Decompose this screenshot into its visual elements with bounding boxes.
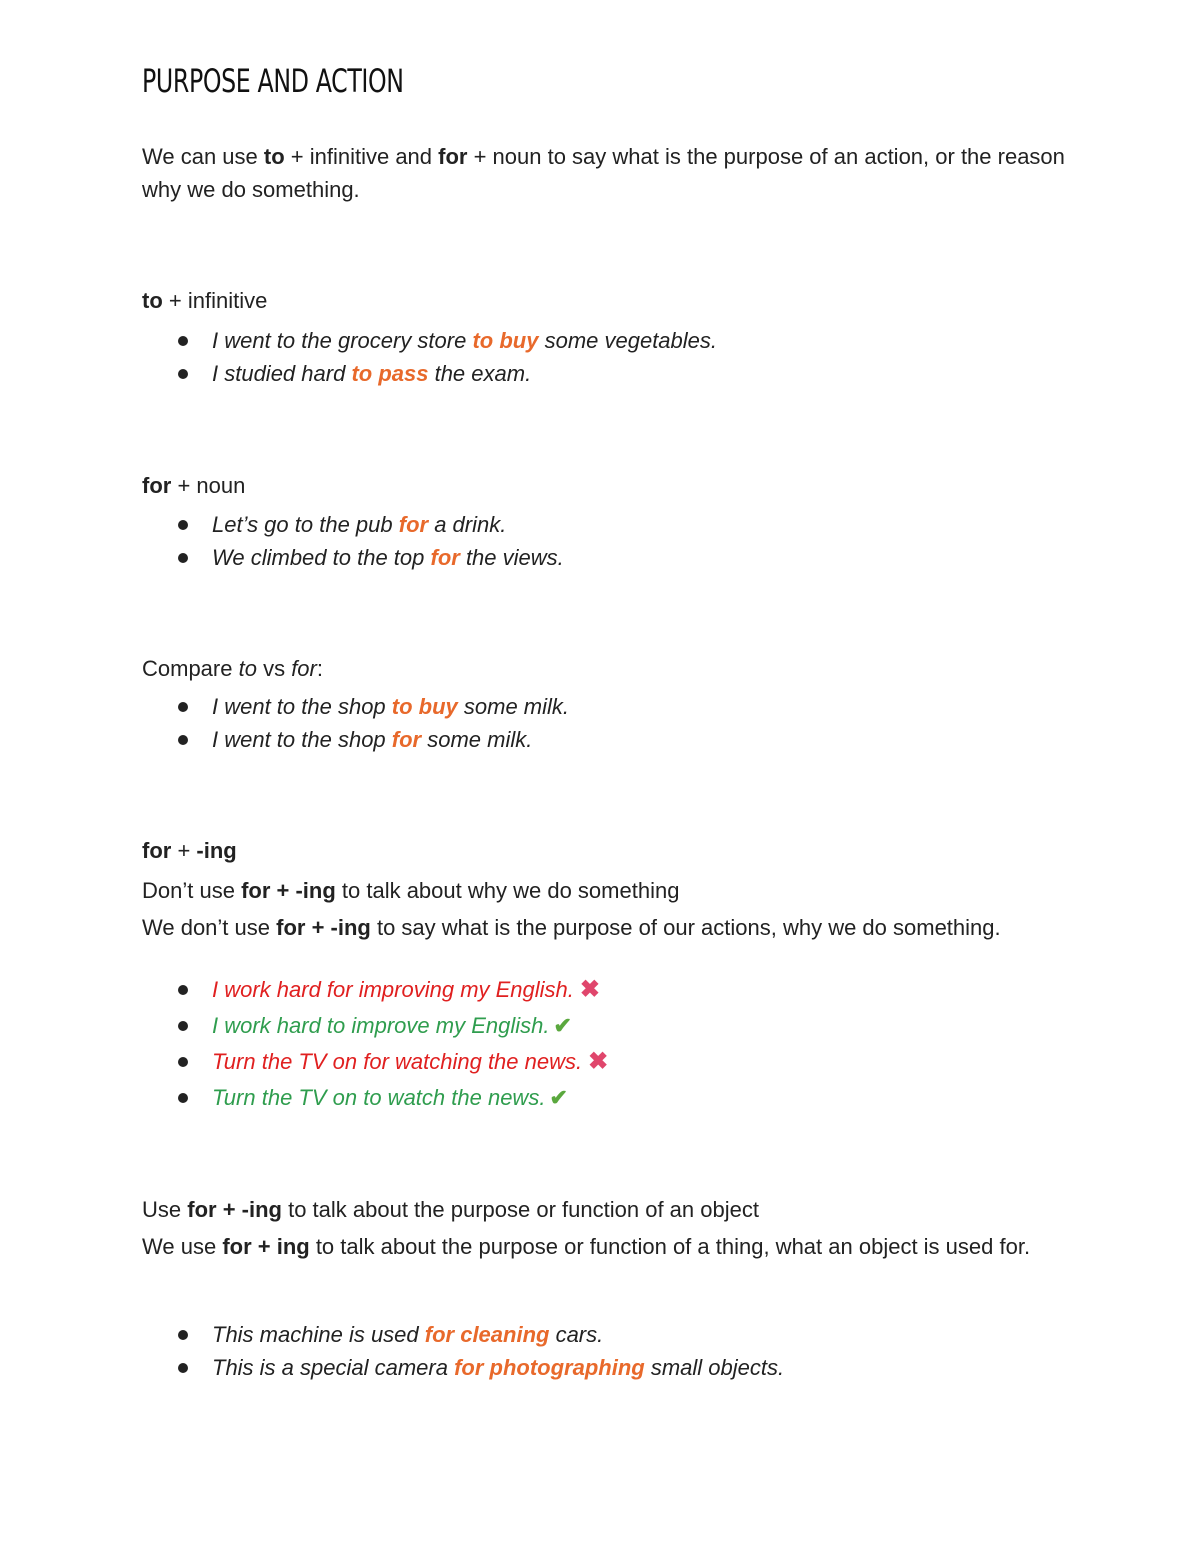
heading-text: + noun	[171, 473, 246, 498]
item-text: I went to the shop	[212, 727, 392, 752]
item-text: small objects.	[644, 1355, 785, 1380]
bullet-icon	[178, 1093, 188, 1103]
list-item	[142, 1318, 784, 1351]
item-text: I work hard for improving my English.	[212, 977, 574, 1002]
section-compare-heading	[142, 656, 323, 682]
item-text: some milk.	[421, 727, 533, 752]
item-highlight: for	[398, 512, 429, 537]
line-text: We use	[142, 1234, 223, 1259]
list-item-right	[142, 1080, 608, 1116]
intro-text: + infinitive and	[284, 144, 439, 169]
item-text: I work hard to improve my English.	[212, 1013, 550, 1038]
item-text: I studied hard	[212, 361, 352, 386]
heading-text: :	[316, 656, 323, 681]
heading-italic: to	[238, 656, 257, 681]
list-item-wrong	[142, 1044, 608, 1080]
bullet-icon	[178, 520, 188, 530]
item-highlight: to buy	[472, 328, 539, 353]
heading-italic: for	[291, 656, 317, 681]
item-highlight: for	[430, 545, 460, 570]
list-item	[142, 723, 569, 756]
line-bold: for + ing	[222, 1234, 310, 1259]
list-item	[142, 541, 564, 574]
heading-text: + infinitive	[162, 288, 268, 313]
heading-bold: to	[142, 288, 163, 313]
item-text: Turn the TV on for watching the news.	[212, 1049, 583, 1074]
cross-icon: ✖	[588, 1048, 609, 1075]
line-text: Use	[142, 1197, 188, 1222]
list-item-right	[142, 1008, 608, 1044]
bullet-icon	[178, 1363, 188, 1373]
bullet-icon	[178, 369, 188, 379]
line-text: We don’t use	[142, 915, 277, 940]
bullet-icon	[178, 735, 188, 745]
list-item	[142, 357, 717, 390]
heading-bold: for	[142, 473, 172, 498]
section-to-list	[142, 324, 717, 390]
section-compare-list	[142, 690, 569, 756]
heading-bold: -ing	[196, 838, 237, 863]
line-text: to say what is the purpose of our actions, why we do something.	[370, 915, 1001, 940]
item-text: We climbed to the top	[212, 545, 431, 570]
list-item	[142, 1351, 784, 1384]
heading-bold: for	[142, 838, 172, 863]
line-bold: for + -ing	[241, 878, 336, 903]
item-text: a drink.	[428, 512, 507, 537]
bullet-icon	[178, 1021, 188, 1031]
line-bold: for + -ing	[276, 915, 371, 940]
line-text: to talk about the purpose or function of a thing, what an object is used for.	[309, 1234, 1031, 1259]
cross-icon: ✖	[579, 976, 601, 1003]
bullet-icon	[178, 1330, 188, 1340]
list-item	[142, 508, 564, 541]
heading-text: +	[171, 838, 197, 863]
list-item	[142, 690, 569, 723]
line-text: to talk about the purpose or function of an object	[281, 1197, 759, 1222]
list-item	[142, 324, 717, 357]
item-text: some vegetables.	[538, 328, 718, 353]
section-object-line2	[142, 1230, 1072, 1263]
section-ing-heading	[142, 838, 237, 864]
section-ing-line2	[142, 915, 1001, 941]
item-text: This machine is used	[212, 1322, 425, 1347]
item-highlight: to pass	[351, 361, 429, 386]
item-text: some milk.	[457, 694, 570, 719]
line-bold: for + -ing	[187, 1197, 282, 1222]
item-text: cars.	[549, 1322, 604, 1347]
item-highlight: for	[391, 727, 422, 752]
item-highlight: for cleaning	[424, 1322, 550, 1347]
bullet-icon	[178, 336, 188, 346]
intro-for: for	[438, 144, 468, 169]
item-text: Turn the TV on to watch the news.	[212, 1085, 546, 1110]
list-item-wrong	[142, 972, 608, 1008]
heading-text: vs	[256, 656, 292, 681]
bullet-icon	[178, 702, 188, 712]
bullet-icon	[178, 985, 188, 995]
intro-to: to	[263, 144, 285, 169]
intro-text: + noun to say what is the purpose of an action, or the reason why we do something.	[142, 144, 1065, 202]
intro-paragraph	[142, 140, 1072, 206]
section-ing-line1	[142, 878, 679, 904]
bullet-icon	[178, 1057, 188, 1067]
item-highlight: for photographing	[454, 1355, 645, 1380]
check-icon: ✔	[549, 1085, 568, 1110]
item-highlight: to buy	[391, 694, 458, 719]
item-text: I went to the grocery store	[212, 328, 473, 353]
line-text: to talk about why we do something	[335, 878, 680, 903]
intro-text: We can use	[142, 144, 264, 169]
check-icon: ✔	[553, 1013, 572, 1038]
page-title: PURPOSE AND ACTION	[142, 62, 404, 100]
heading-text: Compare	[142, 656, 239, 681]
section-for-list	[142, 508, 564, 574]
line-text: Don’t use	[142, 878, 242, 903]
item-text: the views.	[459, 545, 564, 570]
section-ing-list	[142, 972, 608, 1116]
bullet-icon	[178, 553, 188, 563]
item-text: This is a special camera	[212, 1355, 455, 1380]
section-for-heading	[142, 473, 245, 499]
item-text: the exam.	[428, 361, 532, 386]
section-to-heading	[142, 288, 267, 314]
item-text: Let’s go to the pub	[212, 512, 399, 537]
section-object-list	[142, 1318, 784, 1384]
item-text: I went to the shop	[212, 694, 392, 719]
section-object-line1	[142, 1197, 759, 1223]
